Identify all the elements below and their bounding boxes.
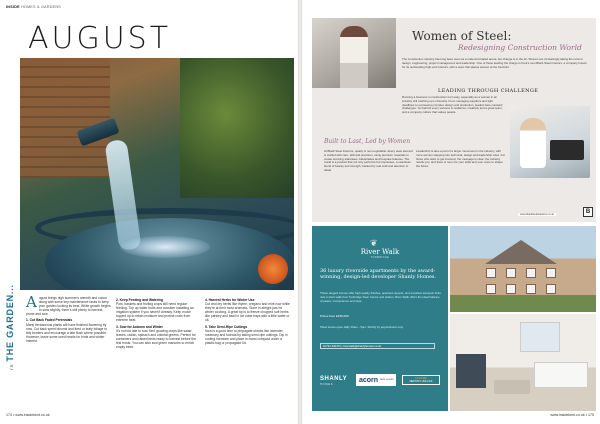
- tip-text: Many herbaceous plants will have finished flowering by now. Cut back spent blooms and tired or leafy foliage to tidy borders and encourage a late flush where possible. However, leave some seed heads for birds and winter interest.: [26, 322, 108, 343]
- advert-text-panel: [312, 226, 448, 411]
- tip-heading: 5. Take Semi-Ripe Cuttings: [205, 324, 248, 329]
- shanly-homes-logo: SHANLY HOMES: [320, 376, 348, 386]
- page-footer: www.insidekent.co.uk • 175: [550, 413, 594, 417]
- article-title: Women of Steel:: [412, 29, 512, 43]
- column-3: [205, 296, 291, 345]
- development-name: River Walk: [360, 248, 400, 256]
- left-page: [0, 0, 298, 424]
- tip-text: It's not too late to sow 'fast' growing crops like salad leaves, radish, spinach and oriental greens. Perfect for containers and raised beds ready to harvest before the first frosts. You can also sow green manures to enrich empty beds.: [116, 328, 196, 350]
- column-1: [26, 293, 111, 343]
- apartment-exterior-photo: [450, 226, 596, 312]
- development-location: TONBRIDGE: [370, 256, 390, 259]
- tip-text: Now is a good time to propagate shrubs like lavender, rosemary and fuchsia by taking semi-ripe cuttings. Dip in rooting hormone and place in moist compost under a plastic bag or propagator lid.: [205, 328, 288, 345]
- pull-heading: Built to Last, Led by Women: [324, 138, 411, 145]
- section-text: Running a business in construction isn't easy, especially as a woman in an industry still catching up in diversity. From managing suppliers and tight deadlines to overseeing complex design and production, leaders face constant challenges. Yet behind every success is resilience, creativity and a great team, and a company culture that values people.: [402, 95, 503, 115]
- page-footer: 174 • www.insidekent.co.uk: [6, 413, 50, 417]
- tree-icon: ❦: [370, 238, 378, 248]
- advert-headline: 36 luxury riverside apartments by the award-winning, design-led developer Shanly Homes.: [320, 268, 437, 281]
- article-column-1: At Black Steel Interiors, quality is non-negotiable. Every steel element is crafted with care, skill and precision, using premium materials to create stunning staircases, balustrades and bespoke features. The result is a product that not only performs but impresses, a seamless blend of beauty and strength, backed by real craft and attention to detail.: [324, 149, 414, 172]
- apartment-interior-photo: [450, 314, 596, 411]
- black-steel-logo: B: [583, 207, 593, 217]
- intro-text: August brings high summer's warmth and colour along with some key maintenance tasks to keep your garden looking its best. While growth begins to slow slightly, there's still plenty to harvest, prune and sow.: [26, 293, 111, 317]
- page-title: AUGUST: [28, 21, 172, 56]
- tip-heading: 1. Cut Back Faded Perennials: [26, 318, 73, 323]
- tip-heading: 3. Sow for Autumn and Winter: [116, 324, 163, 329]
- article-intro: The construction industry has long been seen as a male-dominated arena, but change is in the air. Women are increasingly taking the reins in design, engineering, project management and leadership. One of those leading the charge is Kent's own Black Steel Interiors, a company known for its outstanding high-end interiors, with a team that places women at the forefront.: [402, 57, 587, 69]
- article-column-2: Leadership is also a part of a larger movement in the industry, with more women stepping into technical, design and leadership roles. For those who want to get involved, the message is clear: the industry needs you, and there is room for your skills and your voice to shape the future.: [416, 149, 506, 169]
- article-url[interactable]: www.blacksteelinteriors.co.uk: [520, 213, 554, 216]
- page-header: INSIDE HOMES & GARDENS: [6, 5, 61, 9]
- contact-box[interactable]: 01732 440370 | riverwalk@shanlyhomes.co.uk: [320, 343, 435, 349]
- acorn-logo: acorn NEW HOMES: [356, 374, 396, 386]
- advert-photos: [450, 226, 596, 411]
- tip-text: Cut and dry herbs like thyme, oregano and mint now while they're at their most aromatic. Store in airtight jars for winter cooking. A great tip is to freeze chopped soft herbs like parsley and basil in ice cube trays with a little water or oil.: [205, 302, 290, 323]
- drop-cap: A: [26, 293, 37, 311]
- article-subtitle: Redesigning Construction World: [458, 43, 582, 52]
- tip-text: Pots, baskets and fruiting crops still need regular feeding. Top up water butts and consider installing an irrigation system if you haven't already. Keep mulch topped up to retain moisture and protect roots from extreme heat.: [116, 302, 194, 323]
- advert-body: These elegant homes offer high quality finishes, spacious layouts, and excellent transport links. Just a short walk from Tonbridge Town Centre and station, River Walk offers the ideal balance of peace, convenience and style.: [320, 291, 442, 303]
- section-heading: LEADING THROUGH CHALLENGE: [438, 88, 539, 94]
- column-2: [116, 296, 199, 349]
- woman-at-desk-photo: [510, 106, 590, 178]
- river-walk-advert: [312, 226, 596, 411]
- right-page: [302, 0, 600, 424]
- show-home-hours: Show Home open daily 10am - 5pm. Strictly by appointment only.: [320, 325, 404, 329]
- rain-barrel-photo: [20, 58, 294, 290]
- section-label: inTHE GARDEN...: [5, 284, 15, 370]
- deposit-unlock-logo: LIFETIME DEPOSIT UNLOCK: [402, 375, 440, 385]
- tip-heading: 4. Harvest Herbs for Winter Use: [205, 298, 255, 302]
- tip-heading: 2. Keep Feeding and Watering: [116, 298, 163, 302]
- portrait-photo: [312, 18, 396, 88]
- women-of-steel-article: [312, 18, 596, 222]
- price-text: Prices from £335,000: [320, 314, 349, 318]
